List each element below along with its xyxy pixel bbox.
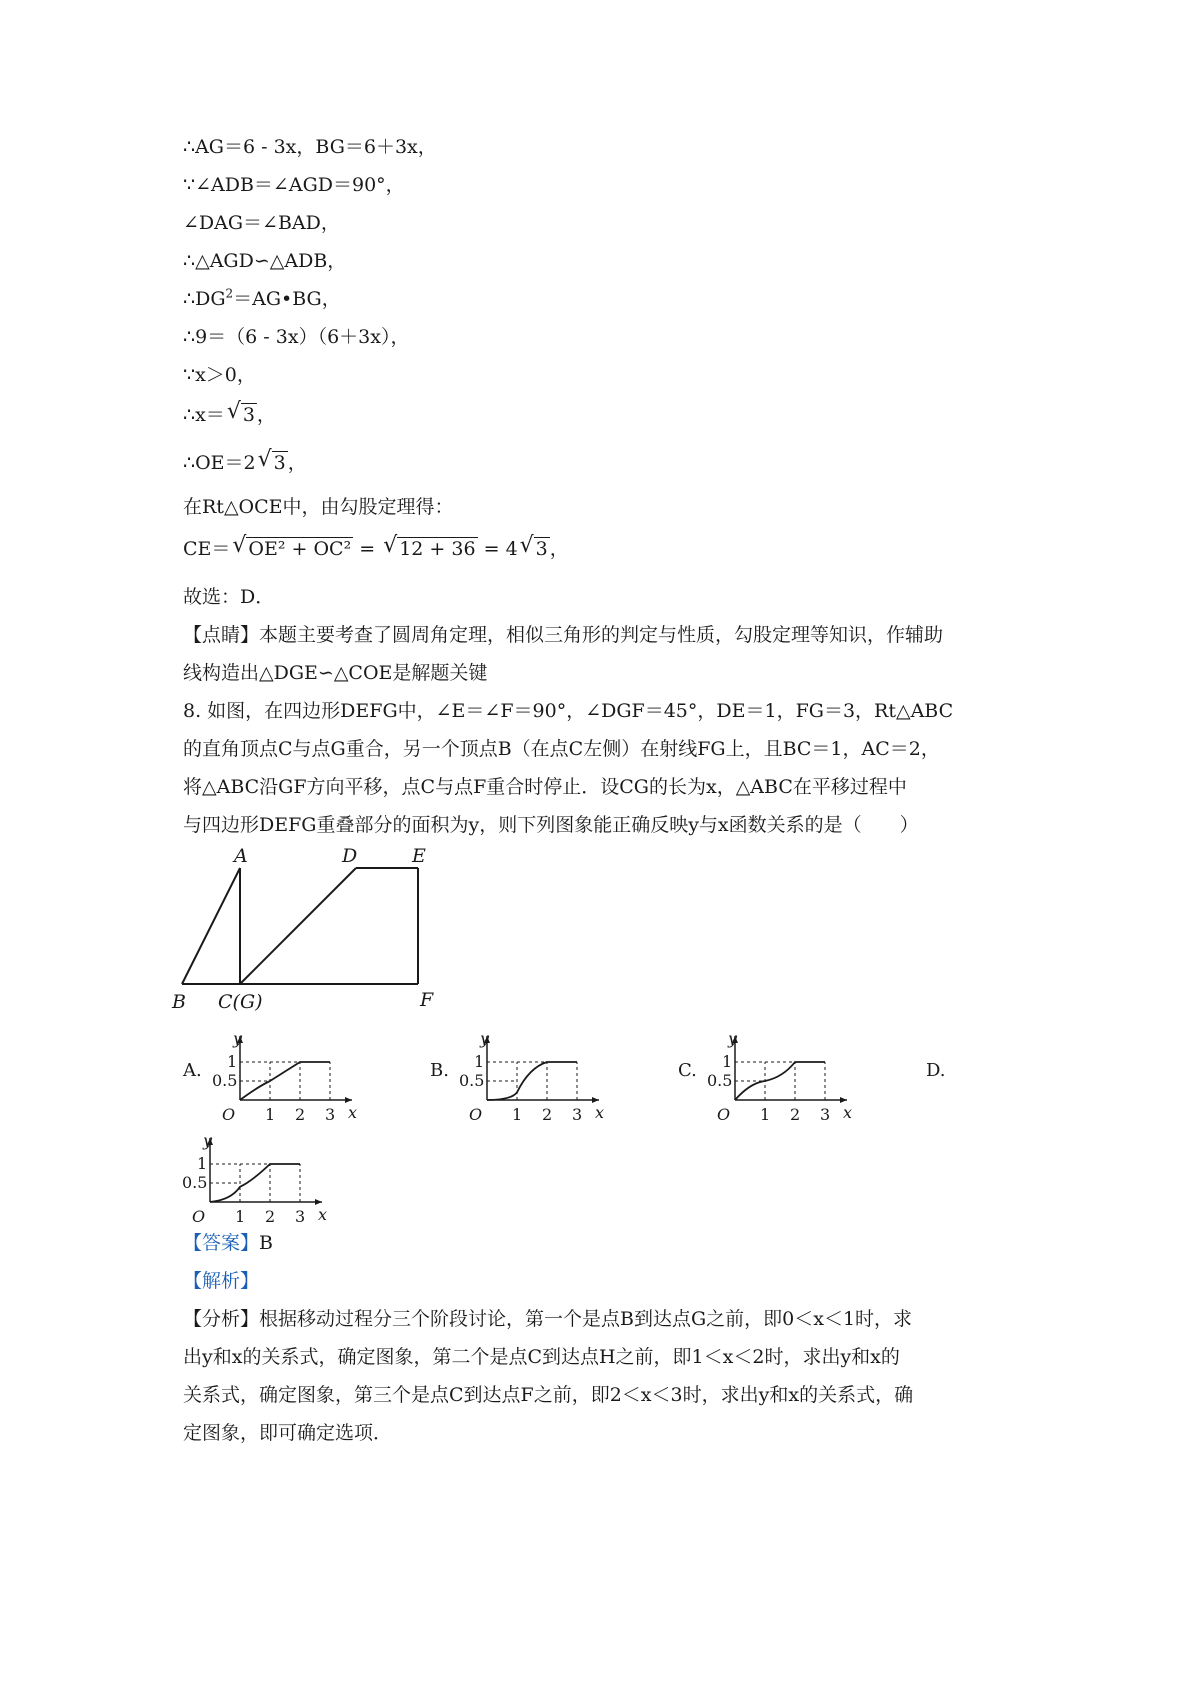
- text-line: ∠DAG＝∠BAD，: [183, 212, 340, 234]
- label-d: D: [342, 846, 358, 867]
- y-tick-label: 1: [474, 1052, 485, 1071]
- option-d-label: D.: [926, 1060, 946, 1081]
- question-line: 与四边形DEFG重叠部分的面积为y，则下列图象能正确反映y与x函数关系的是（ ）: [183, 814, 919, 836]
- text-segment: CE＝: [183, 538, 231, 560]
- question-line: 将△ABC沿GF方向平移，点C与点F重合时停止．设CG的长为x，△ABC在平移过程中: [183, 776, 907, 798]
- text-line: [183, 450, 307, 476]
- option-b-label: B.: [430, 1060, 449, 1081]
- text-segment: ，: [256, 404, 276, 426]
- segment-gd: [240, 868, 356, 984]
- option-c-label: C.: [678, 1060, 697, 1081]
- x-axis-label: x: [843, 1103, 853, 1122]
- text-segment: ∴x＝: [183, 404, 225, 426]
- x-axis-label: x: [348, 1103, 358, 1122]
- text-line: ∴△AGD∽△ADB，: [183, 250, 347, 272]
- section-tag: 【点睛】: [183, 624, 260, 646]
- text-line: 关系式，确定图象，第三个是点C到达点F之前，即2＜x＜3时，求出y和x的关系式，确: [183, 1384, 914, 1406]
- text-line: [183, 402, 276, 428]
- answer-line: [183, 1230, 273, 1256]
- square-root: [383, 536, 477, 562]
- radicand: 3: [273, 452, 286, 474]
- text-line: ∵x＞0，: [183, 364, 256, 386]
- text-segment: = 4: [477, 538, 518, 560]
- y-tick-label: 0.5: [459, 1071, 485, 1090]
- x-axis-label: x: [595, 1103, 605, 1122]
- x-tick-label: 3: [325, 1105, 336, 1124]
- text-segment: ，: [287, 452, 307, 474]
- radicand: 12 + 36: [399, 538, 476, 560]
- x-tick-label: 1: [760, 1105, 771, 1124]
- option-c-graph: [705, 1020, 865, 1125]
- y-tick-label: 0.5: [182, 1173, 208, 1192]
- x-tick-label: 2: [542, 1105, 553, 1124]
- y-tick-label: 1: [722, 1052, 733, 1071]
- text-line: 故选：D．: [183, 586, 275, 608]
- square-root: [520, 536, 550, 562]
- text-line: [183, 286, 341, 312]
- text-line: ∴9＝（6 - 3x）（6＋3x），: [183, 326, 410, 348]
- text-segment: ＝AG•BG，: [233, 288, 341, 310]
- section-tag: 【分析】: [183, 1308, 260, 1330]
- label-cg: C(G): [218, 991, 263, 1013]
- option-b-graph: [457, 1020, 617, 1125]
- option-a-graph: [210, 1020, 370, 1125]
- square-root: [227, 402, 257, 428]
- fenxi-paragraph: [183, 1306, 912, 1332]
- x-tick-label: 1: [265, 1105, 276, 1124]
- x-tick-label: 2: [790, 1105, 801, 1124]
- text-segment: ∴OE＝2: [183, 452, 256, 474]
- origin-label: O: [469, 1105, 483, 1124]
- answer-tag: 【答案】: [183, 1232, 260, 1254]
- radicand: 3: [242, 404, 255, 426]
- jiexi-tag: 【解析】: [183, 1270, 260, 1292]
- radicand: OE² + OC²: [248, 538, 352, 560]
- text-line: 在Rt△OCE中，由勾股定理得：: [183, 496, 454, 518]
- question-line: 的直角顶点C与点G重合，另一个顶点B（在点C左侧）在射线FG上，且BC＝1，AC＝2，: [183, 738, 940, 760]
- text-segment: =: [353, 538, 382, 560]
- question-line: 8. 如图，在四边形DEFG中，∠E＝∠F＝90°，∠DGF＝45°，DE＝1，FG＝3，Rt△ABC: [183, 700, 954, 722]
- square-root: [258, 450, 288, 476]
- x-tick-label: 1: [235, 1207, 246, 1226]
- text-line: 出y和x的关系式，确定图象，第二个是点C到达点H之前，即1＜x＜2时，求出y和x的: [183, 1346, 900, 1368]
- label-f: F: [420, 989, 434, 1011]
- y-tick-label: 1: [227, 1052, 238, 1071]
- y-tick-label: 0.5: [212, 1071, 238, 1090]
- x-tick-label: 2: [265, 1207, 276, 1226]
- x-tick-label: 3: [820, 1105, 831, 1124]
- label-a: A: [234, 846, 248, 867]
- option-a-label: A.: [183, 1060, 202, 1081]
- origin-label: O: [717, 1105, 731, 1124]
- geometry-figure: [170, 846, 470, 1016]
- label-e: E: [412, 846, 426, 867]
- y-tick-label: 0.5: [707, 1071, 733, 1090]
- text-segment: ，: [549, 538, 569, 560]
- y-axis-label: y: [233, 1029, 243, 1048]
- text-segment: 根据移动过程分三个阶段讨论，第一个是点B到达点G之前，即0＜x＜1时，求: [259, 1308, 913, 1330]
- text-line: [183, 536, 569, 562]
- label-b: B: [172, 991, 186, 1013]
- x-tick-label: 3: [572, 1105, 583, 1124]
- option-d-graph: [180, 1122, 340, 1227]
- segment-ab: [182, 868, 240, 984]
- y-tick-label: 1: [197, 1154, 208, 1173]
- superscript: 2: [225, 286, 234, 301]
- text-segment: 本题主要考查了圆周角定理，相似三角形的判定与性质，勾股定理等知识，作辅助: [259, 624, 944, 646]
- y-axis-label: y: [203, 1131, 213, 1150]
- x-tick-label: 2: [295, 1105, 306, 1124]
- text-line: ∵∠ADB＝∠AGD＝90°，: [183, 174, 405, 196]
- radicand: 3: [535, 538, 548, 560]
- x-tick-label: 1: [512, 1105, 523, 1124]
- y-axis-label: y: [480, 1029, 490, 1048]
- text-line: ∴AG＝6 - 3x，BG＝6＋3x，: [183, 136, 437, 158]
- x-axis-label: x: [318, 1205, 328, 1224]
- dianjing-paragraph: [183, 622, 943, 648]
- origin-label: O: [222, 1105, 236, 1124]
- y-axis-label: y: [728, 1029, 738, 1048]
- text-line: 线构造出△DGE∽△COE是解题关键: [183, 662, 488, 684]
- text-segment: ∴DG: [183, 288, 226, 310]
- x-tick-label: 3: [295, 1207, 306, 1226]
- text-line: 定图象，即可确定选项．: [183, 1422, 393, 1444]
- square-root: [232, 536, 353, 562]
- origin-label: O: [192, 1207, 206, 1226]
- answer-value: B: [259, 1232, 273, 1254]
